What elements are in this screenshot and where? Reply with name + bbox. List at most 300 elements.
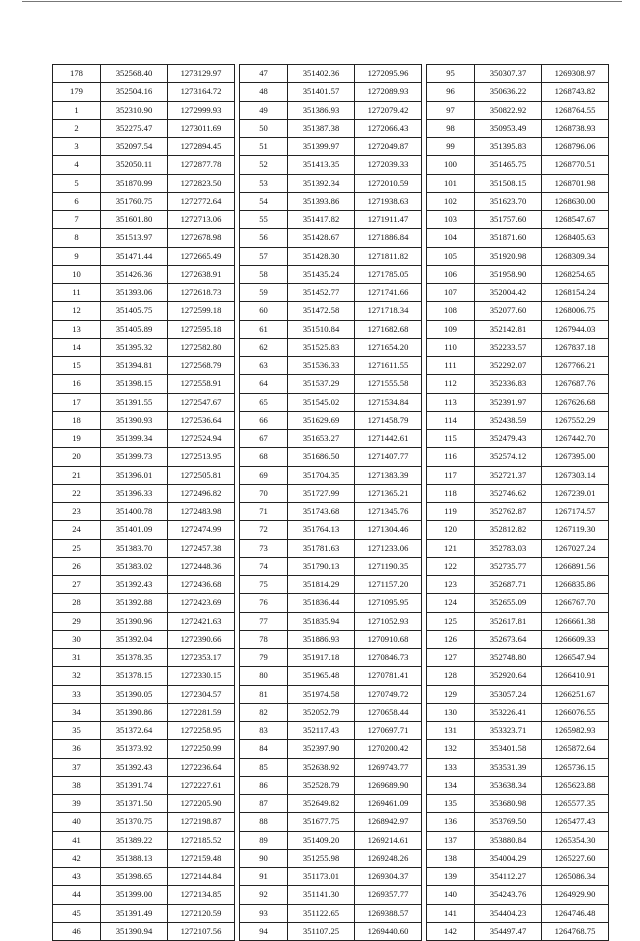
point-number-cell: 11 <box>53 284 101 302</box>
table-row <box>427 247 609 265</box>
x-coordinate-cell: 351677.75 <box>288 813 355 831</box>
y-coordinate-cell: 1270846.73 <box>355 649 422 667</box>
y-coordinate-cell: 1269357.77 <box>355 886 422 904</box>
table-row <box>427 849 609 867</box>
point-number-cell: 66 <box>240 411 288 429</box>
y-coordinate-cell: 1266891.56 <box>542 557 609 575</box>
y-coordinate-cell: 1272665.49 <box>168 247 235 265</box>
table-row <box>53 922 235 940</box>
point-number-cell: 31 <box>53 649 101 667</box>
table-row <box>240 247 422 265</box>
point-number-cell: 138 <box>427 849 475 867</box>
y-coordinate-cell: 1269248.26 <box>355 849 422 867</box>
table-row <box>53 393 235 411</box>
table-row <box>240 448 422 466</box>
x-coordinate-cell: 351371.50 <box>101 795 168 813</box>
point-number-cell: 69 <box>240 466 288 484</box>
y-coordinate-cell: 1272448.36 <box>168 557 235 575</box>
table-row <box>240 484 422 502</box>
y-coordinate-cell: 1272236.64 <box>168 758 235 776</box>
x-coordinate-cell: 351122.65 <box>288 904 355 922</box>
table-row <box>53 119 235 137</box>
point-number-cell: 179 <box>53 83 101 101</box>
x-coordinate-cell: 352746.62 <box>475 484 542 502</box>
table-row <box>53 576 235 594</box>
y-coordinate-cell: 1272421.63 <box>168 612 235 630</box>
y-coordinate-cell: 1271911.47 <box>355 211 422 229</box>
point-number-cell: 47 <box>240 65 288 83</box>
table-row <box>53 521 235 539</box>
table-row <box>240 813 422 831</box>
x-coordinate-cell: 351390.93 <box>101 411 168 429</box>
coordinate-table-block-1 <box>52 64 235 941</box>
y-coordinate-cell: 1265872.64 <box>542 740 609 758</box>
x-coordinate-cell: 351510.84 <box>288 320 355 338</box>
table-row <box>427 758 609 776</box>
x-coordinate-cell: 354004.29 <box>475 849 542 867</box>
table-row <box>240 375 422 393</box>
table-row <box>427 612 609 630</box>
x-coordinate-cell: 352748.80 <box>475 649 542 667</box>
x-coordinate-cell: 351398.15 <box>101 375 168 393</box>
table-row <box>240 466 422 484</box>
y-coordinate-cell: 1271383.39 <box>355 466 422 484</box>
x-coordinate-cell: 353401.58 <box>475 740 542 758</box>
y-coordinate-cell: 1272079.42 <box>355 101 422 119</box>
x-coordinate-cell: 351391.49 <box>101 904 168 922</box>
point-number-cell: 112 <box>427 375 475 393</box>
point-number-cell: 9 <box>53 247 101 265</box>
point-number-cell: 64 <box>240 375 288 393</box>
x-coordinate-cell: 352687.71 <box>475 576 542 594</box>
x-coordinate-cell: 352004.42 <box>475 284 542 302</box>
y-coordinate-cell: 1266076.55 <box>542 703 609 721</box>
table-row <box>53 174 235 192</box>
point-number-cell: 97 <box>427 101 475 119</box>
point-number-cell: 51 <box>240 138 288 156</box>
table-row <box>427 649 609 667</box>
y-coordinate-cell: 1271718.34 <box>355 302 422 320</box>
table-row <box>427 630 609 648</box>
point-number-cell: 135 <box>427 795 475 813</box>
x-coordinate-cell: 351396.33 <box>101 484 168 502</box>
x-coordinate-cell: 351396.01 <box>101 466 168 484</box>
y-coordinate-cell: 1267395.00 <box>542 448 609 466</box>
table-row <box>53 320 235 338</box>
point-number-cell: 42 <box>53 849 101 867</box>
x-coordinate-cell: 351513.97 <box>101 229 168 247</box>
point-number-cell: 68 <box>240 448 288 466</box>
x-coordinate-cell: 351378.35 <box>101 649 168 667</box>
table-row <box>240 430 422 448</box>
table-row <box>240 393 422 411</box>
y-coordinate-cell: 1272066.43 <box>355 119 422 137</box>
table-row <box>427 156 609 174</box>
point-number-cell: 108 <box>427 302 475 320</box>
table-row <box>53 685 235 703</box>
coordinate-table-block-3 <box>426 64 609 941</box>
x-coordinate-cell: 352504.16 <box>101 83 168 101</box>
point-number-cell: 89 <box>240 831 288 849</box>
point-number-cell: 14 <box>53 338 101 356</box>
point-number-cell: 178 <box>53 65 101 83</box>
y-coordinate-cell: 1267687.76 <box>542 375 609 393</box>
table-row <box>240 685 422 703</box>
table-row <box>53 284 235 302</box>
x-coordinate-cell: 352391.97 <box>475 393 542 411</box>
table-row <box>240 192 422 210</box>
x-coordinate-cell: 351409.20 <box>288 831 355 849</box>
table-row <box>427 65 609 83</box>
y-coordinate-cell: 1271157.20 <box>355 576 422 594</box>
y-coordinate-cell: 1269743.77 <box>355 758 422 776</box>
x-coordinate-cell: 351402.36 <box>288 65 355 83</box>
table-row <box>53 722 235 740</box>
x-coordinate-cell: 351958.90 <box>475 265 542 283</box>
point-number-cell: 20 <box>53 448 101 466</box>
point-number-cell: 32 <box>53 667 101 685</box>
y-coordinate-cell: 1272250.99 <box>168 740 235 758</box>
point-number-cell: 29 <box>53 612 101 630</box>
y-coordinate-cell: 1264929.90 <box>542 886 609 904</box>
point-number-cell: 62 <box>240 338 288 356</box>
table-row <box>240 849 422 867</box>
y-coordinate-cell: 1272120.59 <box>168 904 235 922</box>
table-row <box>427 539 609 557</box>
point-number-cell: 36 <box>53 740 101 758</box>
y-coordinate-cell: 1265477.43 <box>542 813 609 831</box>
table-row <box>240 795 422 813</box>
point-number-cell: 91 <box>240 868 288 886</box>
x-coordinate-cell: 352762.87 <box>475 503 542 521</box>
x-coordinate-cell: 351390.86 <box>101 703 168 721</box>
x-coordinate-cell: 352479.43 <box>475 430 542 448</box>
point-number-cell: 104 <box>427 229 475 247</box>
table-row <box>53 594 235 612</box>
x-coordinate-cell: 351378.15 <box>101 667 168 685</box>
y-coordinate-cell: 1272436.68 <box>168 576 235 594</box>
x-coordinate-cell: 352077.60 <box>475 302 542 320</box>
point-number-cell: 78 <box>240 630 288 648</box>
y-coordinate-cell: 1267442.70 <box>542 430 609 448</box>
table-row <box>53 448 235 466</box>
x-coordinate-cell: 351393.06 <box>101 284 168 302</box>
point-number-cell: 30 <box>53 630 101 648</box>
x-coordinate-cell: 352783.03 <box>475 539 542 557</box>
point-number-cell: 90 <box>240 849 288 867</box>
x-coordinate-cell: 351886.93 <box>288 630 355 648</box>
point-number-cell: 19 <box>53 430 101 448</box>
point-number-cell: 58 <box>240 265 288 283</box>
point-number-cell: 125 <box>427 612 475 630</box>
point-number-cell: 72 <box>240 521 288 539</box>
x-coordinate-cell: 351395.83 <box>475 138 542 156</box>
table-row <box>427 83 609 101</box>
x-coordinate-cell: 351398.65 <box>101 868 168 886</box>
table-row <box>240 576 422 594</box>
y-coordinate-cell: 1272159.48 <box>168 849 235 867</box>
table-row <box>53 904 235 922</box>
x-coordinate-cell: 354404.23 <box>475 904 542 922</box>
x-coordinate-cell: 351399.34 <box>101 430 168 448</box>
y-coordinate-cell: 1265736.15 <box>542 758 609 776</box>
table-row <box>427 338 609 356</box>
point-number-cell: 57 <box>240 247 288 265</box>
y-coordinate-cell: 1268738.93 <box>542 119 609 137</box>
x-coordinate-cell: 352097.54 <box>101 138 168 156</box>
y-coordinate-cell: 1268154.24 <box>542 284 609 302</box>
y-coordinate-cell: 1272599.18 <box>168 302 235 320</box>
x-coordinate-cell: 351704.35 <box>288 466 355 484</box>
point-number-cell: 77 <box>240 612 288 630</box>
table-row <box>53 831 235 849</box>
point-number-cell: 99 <box>427 138 475 156</box>
point-number-cell: 17 <box>53 393 101 411</box>
table-row <box>53 557 235 575</box>
x-coordinate-cell: 351390.94 <box>101 922 168 940</box>
y-coordinate-cell: 1272423.69 <box>168 594 235 612</box>
table-row <box>53 101 235 119</box>
x-coordinate-cell: 351426.36 <box>101 265 168 283</box>
table-row <box>240 138 422 156</box>
x-coordinate-cell: 352310.90 <box>101 101 168 119</box>
y-coordinate-cell: 1270749.72 <box>355 685 422 703</box>
y-coordinate-cell: 1273129.97 <box>168 65 235 83</box>
table-row <box>53 612 235 630</box>
x-coordinate-cell: 352050.11 <box>101 156 168 174</box>
table-row <box>240 904 422 922</box>
x-coordinate-cell: 352735.77 <box>475 557 542 575</box>
x-coordinate-cell: 352336.83 <box>475 375 542 393</box>
point-number-cell: 27 <box>53 576 101 594</box>
y-coordinate-cell: 1272595.18 <box>168 320 235 338</box>
y-coordinate-cell: 1271785.05 <box>355 265 422 283</box>
table-row <box>427 411 609 429</box>
point-number-cell: 133 <box>427 758 475 776</box>
point-number-cell: 21 <box>53 466 101 484</box>
point-number-cell: 55 <box>240 211 288 229</box>
x-coordinate-cell: 353638.34 <box>475 776 542 794</box>
point-number-cell: 82 <box>240 703 288 721</box>
point-number-cell: 109 <box>427 320 475 338</box>
y-coordinate-cell: 1272185.52 <box>168 831 235 849</box>
table-row <box>427 466 609 484</box>
table-row <box>427 703 609 721</box>
table-row <box>53 211 235 229</box>
y-coordinate-cell: 1268764.55 <box>542 101 609 119</box>
x-coordinate-cell: 351472.58 <box>288 302 355 320</box>
table-row <box>240 868 422 886</box>
x-coordinate-cell: 351974.58 <box>288 685 355 703</box>
point-number-cell: 83 <box>240 722 288 740</box>
y-coordinate-cell: 1265623.88 <box>542 776 609 794</box>
x-coordinate-cell: 351465.75 <box>475 156 542 174</box>
table-row <box>240 630 422 648</box>
x-coordinate-cell: 351173.01 <box>288 868 355 886</box>
point-number-cell: 103 <box>427 211 475 229</box>
x-coordinate-cell: 351372.64 <box>101 722 168 740</box>
point-number-cell: 28 <box>53 594 101 612</box>
y-coordinate-cell: 1268701.98 <box>542 174 609 192</box>
y-coordinate-cell: 1272536.64 <box>168 411 235 429</box>
point-number-cell: 87 <box>240 795 288 813</box>
table-row <box>53 886 235 904</box>
y-coordinate-cell: 1273164.72 <box>168 83 235 101</box>
y-coordinate-cell: 1272558.91 <box>168 375 235 393</box>
table-row <box>427 119 609 137</box>
y-coordinate-cell: 1271345.76 <box>355 503 422 521</box>
table-row <box>427 174 609 192</box>
x-coordinate-cell: 352117.43 <box>288 722 355 740</box>
table-row <box>240 776 422 794</box>
table-row <box>240 703 422 721</box>
x-coordinate-cell: 351391.74 <box>101 776 168 794</box>
y-coordinate-cell: 1271190.35 <box>355 557 422 575</box>
point-number-cell: 139 <box>427 868 475 886</box>
x-coordinate-cell: 351388.13 <box>101 849 168 867</box>
y-coordinate-cell: 1269689.90 <box>355 776 422 794</box>
x-coordinate-cell: 351392.34 <box>288 174 355 192</box>
table-row <box>427 557 609 575</box>
table-row <box>53 357 235 375</box>
table-row <box>53 138 235 156</box>
table-row <box>53 484 235 502</box>
y-coordinate-cell: 1267626.68 <box>542 393 609 411</box>
table-row <box>240 922 422 940</box>
x-coordinate-cell: 352568.40 <box>101 65 168 83</box>
y-coordinate-cell: 1266835.86 <box>542 576 609 594</box>
y-coordinate-cell: 1272823.50 <box>168 174 235 192</box>
y-coordinate-cell: 1272547.67 <box>168 393 235 411</box>
table-row <box>427 795 609 813</box>
table-row <box>240 886 422 904</box>
y-coordinate-cell: 1268942.97 <box>355 813 422 831</box>
table-row <box>53 758 235 776</box>
point-number-cell: 3 <box>53 138 101 156</box>
table-row <box>427 393 609 411</box>
x-coordinate-cell: 351623.70 <box>475 192 542 210</box>
table-row <box>240 119 422 137</box>
table-row <box>427 521 609 539</box>
point-number-cell: 22 <box>53 484 101 502</box>
y-coordinate-cell: 1272638.91 <box>168 265 235 283</box>
table-row <box>53 776 235 794</box>
point-number-cell: 60 <box>240 302 288 320</box>
x-coordinate-cell: 351389.22 <box>101 831 168 849</box>
point-number-cell: 96 <box>427 83 475 101</box>
y-coordinate-cell: 1270200.42 <box>355 740 422 758</box>
y-coordinate-cell: 1265227.60 <box>542 849 609 867</box>
x-coordinate-cell: 351401.57 <box>288 83 355 101</box>
point-number-cell: 88 <box>240 813 288 831</box>
y-coordinate-cell: 1272144.84 <box>168 868 235 886</box>
y-coordinate-cell: 1272568.79 <box>168 357 235 375</box>
y-coordinate-cell: 1270658.44 <box>355 703 422 721</box>
y-coordinate-cell: 1266661.38 <box>542 612 609 630</box>
table-row <box>240 521 422 539</box>
table-row <box>240 211 422 229</box>
x-coordinate-cell: 351545.02 <box>288 393 355 411</box>
x-coordinate-cell: 351395.32 <box>101 338 168 356</box>
point-number-cell: 80 <box>240 667 288 685</box>
point-number-cell: 74 <box>240 557 288 575</box>
table-row <box>427 722 609 740</box>
x-coordinate-cell: 351525.83 <box>288 338 355 356</box>
y-coordinate-cell: 1272678.98 <box>168 229 235 247</box>
y-coordinate-cell: 1268630.00 <box>542 192 609 210</box>
x-coordinate-cell: 352721.37 <box>475 466 542 484</box>
x-coordinate-cell: 351400.78 <box>101 503 168 521</box>
table-row <box>240 740 422 758</box>
x-coordinate-cell: 351760.75 <box>101 192 168 210</box>
x-coordinate-cell: 351370.75 <box>101 813 168 831</box>
y-coordinate-cell: 1271886.84 <box>355 229 422 247</box>
point-number-cell: 53 <box>240 174 288 192</box>
point-number-cell: 137 <box>427 831 475 849</box>
point-number-cell: 119 <box>427 503 475 521</box>
point-number-cell: 118 <box>427 484 475 502</box>
x-coordinate-cell: 352574.12 <box>475 448 542 466</box>
point-number-cell: 134 <box>427 776 475 794</box>
y-coordinate-cell: 1272134.85 <box>168 886 235 904</box>
x-coordinate-cell: 351392.43 <box>101 576 168 594</box>
y-coordinate-cell: 1272618.73 <box>168 284 235 302</box>
point-number-cell: 85 <box>240 758 288 776</box>
point-number-cell: 95 <box>427 65 475 83</box>
point-number-cell: 121 <box>427 539 475 557</box>
y-coordinate-cell: 1266767.70 <box>542 594 609 612</box>
y-coordinate-cell: 1272107.56 <box>168 922 235 940</box>
table-row <box>427 284 609 302</box>
table-row <box>427 229 609 247</box>
table-row <box>240 65 422 83</box>
y-coordinate-cell: 1271555.58 <box>355 375 422 393</box>
point-number-cell: 140 <box>427 886 475 904</box>
x-coordinate-cell: 352673.64 <box>475 630 542 648</box>
table-row <box>240 156 422 174</box>
point-number-cell: 131 <box>427 722 475 740</box>
point-number-cell: 75 <box>240 576 288 594</box>
y-coordinate-cell: 1269214.61 <box>355 831 422 849</box>
point-number-cell: 43 <box>53 868 101 886</box>
table-row <box>427 740 609 758</box>
y-coordinate-cell: 1268770.51 <box>542 156 609 174</box>
coordinate-tables <box>52 64 609 941</box>
point-number-cell: 94 <box>240 922 288 940</box>
point-number-cell: 12 <box>53 302 101 320</box>
point-number-cell: 98 <box>427 119 475 137</box>
y-coordinate-cell: 1267027.24 <box>542 539 609 557</box>
table-row <box>240 284 422 302</box>
point-number-cell: 16 <box>53 375 101 393</box>
point-number-cell: 46 <box>53 922 101 940</box>
table-row <box>240 229 422 247</box>
y-coordinate-cell: 1272877.78 <box>168 156 235 174</box>
table-row <box>53 667 235 685</box>
table-row <box>240 265 422 283</box>
x-coordinate-cell: 352655.09 <box>475 594 542 612</box>
table-row <box>427 484 609 502</box>
table-row <box>240 594 422 612</box>
x-coordinate-cell: 351405.75 <box>101 302 168 320</box>
y-coordinate-cell: 1267766.21 <box>542 357 609 375</box>
y-coordinate-cell: 1266251.67 <box>542 685 609 703</box>
x-coordinate-cell: 351386.93 <box>288 101 355 119</box>
y-coordinate-cell: 1272505.81 <box>168 466 235 484</box>
point-number-cell: 86 <box>240 776 288 794</box>
point-number-cell: 71 <box>240 503 288 521</box>
table-row <box>53 65 235 83</box>
